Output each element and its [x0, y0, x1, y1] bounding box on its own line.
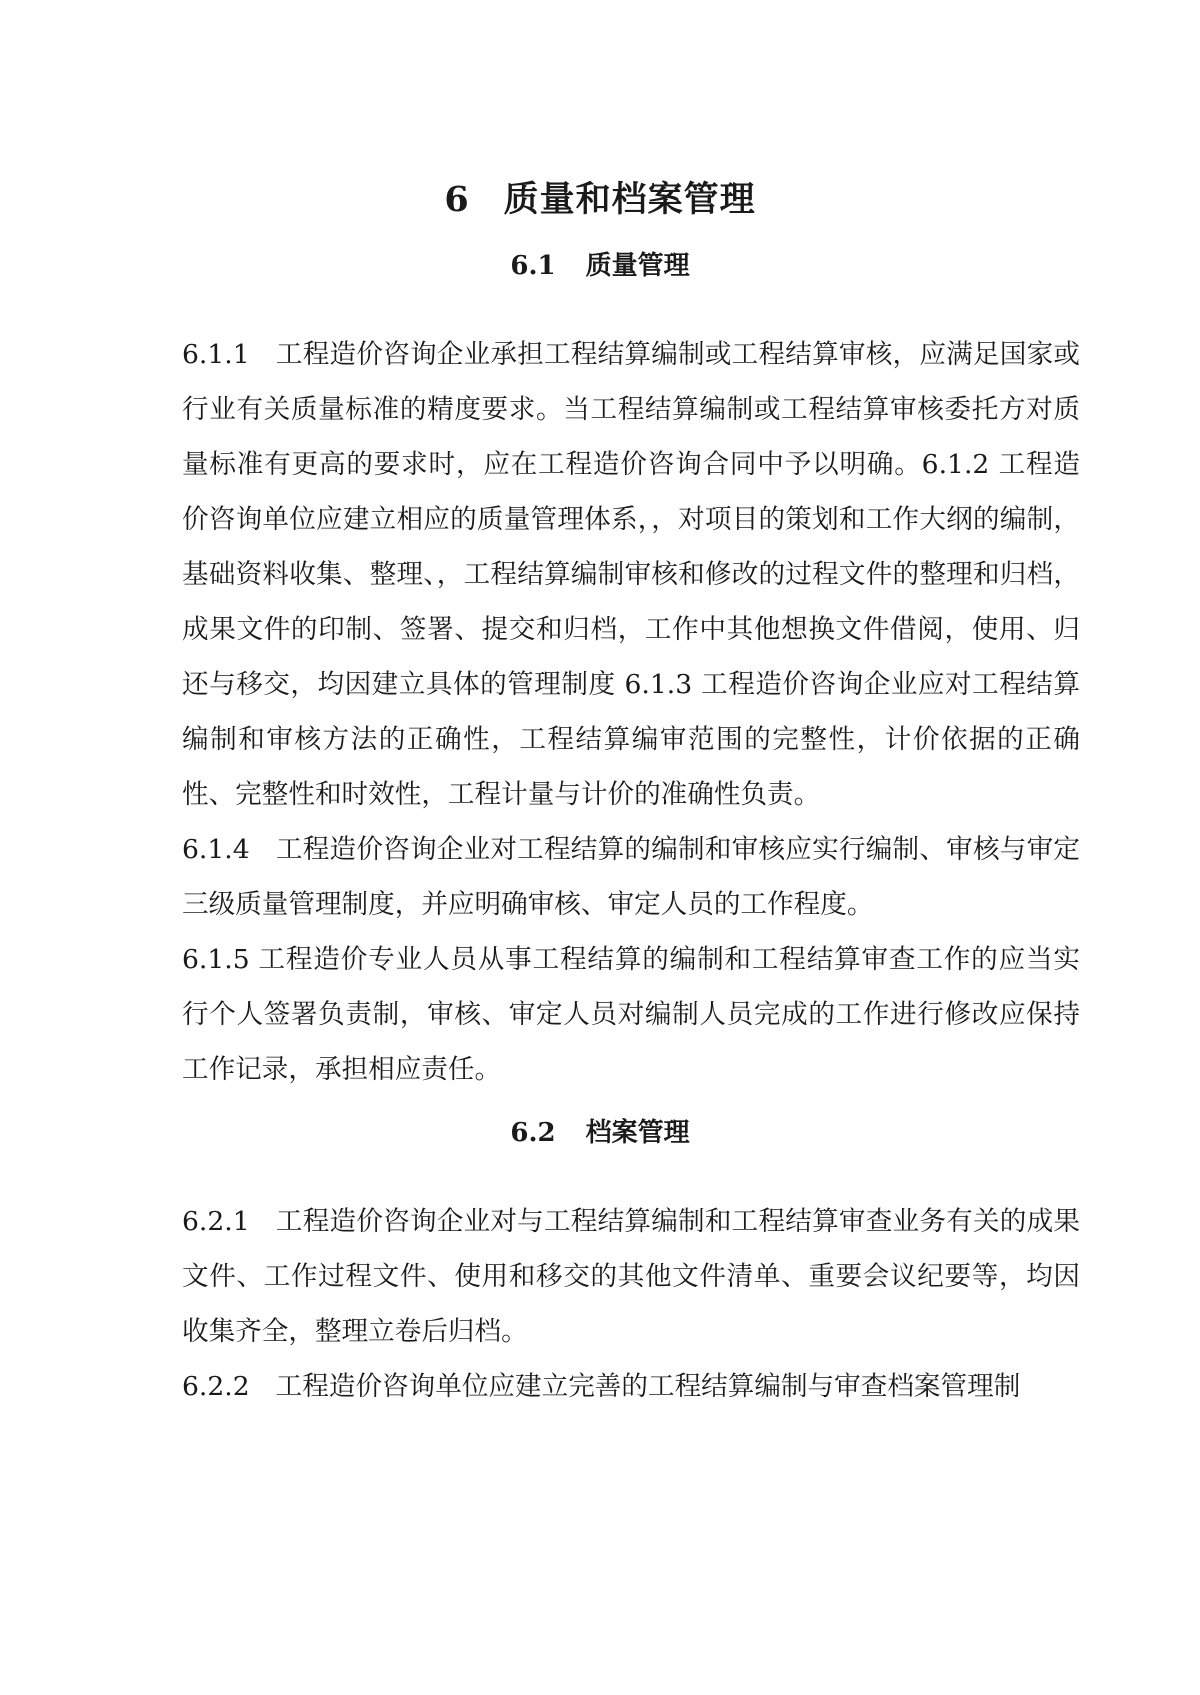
clause-number: 6.1.5 [182, 944, 250, 975]
clause-text: 工程造价咨询企业对与工程结算编制和工程结算审查业务有关的成果文件、工作过程文件、使用和移交的其他文件清单、重要会议纪要等，均因收集齐全，整理立卷后归档。 [182, 1206, 1080, 1347]
clause-paragraph [182, 932, 1080, 1097]
section-title-6-2 [0, 1113, 1200, 1153]
clause-number: 6.1.1 [182, 339, 250, 370]
clause-paragraph [182, 1359, 1080, 1414]
clause-number: 6.1.4 [182, 834, 250, 865]
chapter-title [0, 176, 1200, 224]
section-number: 6.2 [510, 1118, 556, 1148]
clause-paragraph [182, 1194, 1080, 1359]
section-title-text: 质量管理 [585, 251, 690, 281]
clause-paragraph [182, 327, 1080, 822]
clause-paragraph [182, 822, 1080, 932]
clause-text: 工程造价咨询单位应建立完善的工程结算编制与审查档案管理制 [275, 1371, 1021, 1402]
chapter-number: 6 [444, 179, 470, 220]
clause-number: 6.2.2 [182, 1371, 250, 1402]
clause-text: 工程造价咨询企业对工程结算的编制和审核应实行编制、审核与审定三级质量管理制度，并应明确审核、审定人员的工作程度。 [182, 834, 1080, 920]
chapter-title-text: 质量和档案管理 [503, 179, 756, 220]
section-number: 6.1 [510, 251, 556, 281]
clause-number: 6.2.1 [182, 1206, 250, 1237]
section-6-1-body [182, 327, 1080, 1097]
clause-text: 工程造价专业人员从事工程结算的编制和工程结算审查工作的应当实行个人签署负责制，审核、审定人员对编制人员完成的工作进行修改应保持工作记录，承担相应责任。 [182, 944, 1080, 1085]
clause-text: 工程造价咨询企业承担工程结算编制或工程结算审核，应满足国家或行业有关质量标准的精度要求。当工程结算编制或工程结算审核委托方对质量标准有更高的要求时，应在工程造价咨询合同中予以明确。6.1.2 工程造价咨询单位应建立相应的质量管理体系，，对项目的策划和工作大纲的编制，基础资料收集、整理、，工程结算编制审核和修改的过程文件的整理和归档，成果文件的印制、签署、提交和归档，工作中其他想换文件借阅，使用、归还与移交，均因建立具体的管理制度 6.1.3 工程造价咨询企业应对工程结算编制和审核方法的正确性，工程结算编审范围的完整性，计价依据的正确性、完整性和时效性，工程计量与计价的准确性负责。 [182, 339, 1080, 810]
section-6-2-body [182, 1194, 1080, 1414]
section-title-text: 档案管理 [585, 1118, 690, 1148]
section-title-6-1 [0, 246, 1200, 286]
